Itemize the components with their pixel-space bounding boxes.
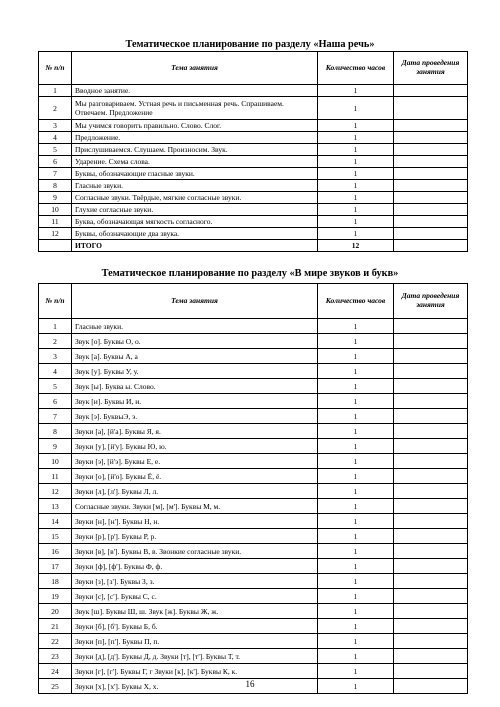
row-topic: Звуки [э], [й'э]. Буквы Е, е.	[72, 454, 318, 469]
row-number: 9	[39, 439, 72, 454]
row-hours: 1	[318, 379, 394, 394]
row-hours: 1	[318, 664, 394, 679]
row-date	[394, 604, 468, 619]
row-date	[394, 156, 468, 168]
row-number: 1	[39, 85, 72, 97]
row-topic: Звуки [с], [с']. Буквы С, с.	[72, 589, 318, 604]
row-topic: Буквы, обозначающие два звука.	[72, 228, 318, 240]
table-row	[39, 394, 468, 409]
row-hours: 1	[318, 574, 394, 589]
row-number: 4	[39, 364, 72, 379]
row-topic: Звуки [г], [г']. Буквы Г, г Звуки [к], [к']. Буквы К, к.	[72, 664, 318, 679]
row-date	[394, 574, 468, 589]
row-date	[394, 144, 468, 156]
row-topic: Мы разговариваем. Устная речь и письменная речь. Спрашиваем. Отвечаем. Предложение	[72, 97, 318, 120]
row-date	[394, 664, 468, 679]
row-hours: 1	[318, 649, 394, 664]
row-topic: Мы учимся говорить правильно. Слово. Слог.	[72, 120, 318, 132]
table-row	[39, 559, 468, 574]
row-hours: 1	[318, 439, 394, 454]
row-topic: Звук [ы]. Буква ы. Слово.	[72, 379, 318, 394]
row-topic: Согласные звуки. Звуки [м], [м']. Буквы М, м.	[72, 499, 318, 514]
row-number: 25	[39, 679, 72, 694]
row-hours: 1	[318, 132, 394, 144]
row-topic: Буква, обозначающая мягкость согласного.	[72, 216, 318, 228]
total-number	[39, 240, 72, 252]
row-topic: Звуки [о], [й'о]. Буквы Ё, ё.	[72, 469, 318, 484]
row-number: 19	[39, 589, 72, 604]
table-row	[39, 439, 468, 454]
row-topic: Предложение.	[72, 132, 318, 144]
table-row	[39, 97, 468, 120]
row-topic: Звуки [п], [п']. Буквы П, п.	[72, 634, 318, 649]
table-row	[39, 216, 468, 228]
table-row	[39, 409, 468, 424]
row-topic: Звуки [р], [р']. Буквы Р, р.	[72, 529, 318, 544]
row-topic: Буквы, обозначающие гласные звуки.	[72, 168, 318, 180]
table-row	[39, 634, 468, 649]
row-number: 16	[39, 544, 72, 559]
column-header-hours: Количество часов	[318, 52, 394, 85]
row-date	[394, 216, 468, 228]
row-hours: 1	[318, 216, 394, 228]
row-date	[394, 484, 468, 499]
column-header-date: Дата проведения занятия	[394, 284, 468, 319]
row-date	[394, 85, 468, 97]
row-topic: Ударение. Схема слова.	[72, 156, 318, 168]
row-number: 8	[39, 180, 72, 192]
row-date	[394, 514, 468, 529]
row-hours: 1	[318, 180, 394, 192]
table-row	[39, 364, 468, 379]
row-topic: Звук [а]. Буквы А, а	[72, 349, 318, 364]
table-body	[39, 319, 468, 694]
table-row	[39, 228, 468, 240]
row-number: 12	[39, 484, 72, 499]
row-hours: 1	[318, 409, 394, 424]
column-header-number: № п/п	[39, 284, 72, 319]
table-row	[39, 424, 468, 439]
row-topic: Звуки [в], [в']. Буквы В, в. Звонкие согласные звуки.	[72, 544, 318, 559]
row-hours: 1	[318, 204, 394, 216]
row-date	[394, 544, 468, 559]
total-label: ИТОГО	[72, 240, 318, 252]
row-number: 11	[39, 216, 72, 228]
table-row	[39, 529, 468, 544]
row-number: 8	[39, 424, 72, 439]
row-topic: Звук [о]. Буквы О, о.	[72, 334, 318, 349]
row-date	[394, 439, 468, 454]
row-date	[394, 469, 468, 484]
row-date	[394, 649, 468, 664]
row-hours: 1	[318, 319, 394, 334]
row-number: 22	[39, 634, 72, 649]
table-row	[39, 649, 468, 664]
table-row	[39, 156, 468, 168]
row-date	[394, 394, 468, 409]
row-hours: 1	[318, 228, 394, 240]
row-number: 14	[39, 514, 72, 529]
table-row	[39, 574, 468, 589]
row-hours: 1	[318, 97, 394, 120]
row-hours: 1	[318, 514, 394, 529]
row-topic: Звуки [а], [й'а]. Буквы Я, я.	[72, 424, 318, 439]
table-row	[39, 469, 468, 484]
row-date	[394, 120, 468, 132]
row-number: 7	[39, 409, 72, 424]
row-topic: Прислушиваемся. Слушаем. Произносим. Звук.	[72, 144, 318, 156]
row-hours: 1	[318, 589, 394, 604]
row-number: 11	[39, 469, 72, 484]
row-number: 18	[39, 574, 72, 589]
row-date	[394, 589, 468, 604]
section-title: Тематическое планирование по разделу «В мире звуков и букв»	[101, 268, 399, 279]
row-date	[394, 409, 468, 424]
row-number: 1	[39, 319, 72, 334]
column-header-topic: Тема занятия	[72, 52, 318, 85]
row-date	[394, 559, 468, 574]
row-number: 3	[39, 120, 72, 132]
row-number: 6	[39, 394, 72, 409]
row-date	[394, 379, 468, 394]
column-header-topic: Тема занятия	[72, 284, 318, 319]
planning-table-our-speech	[38, 51, 468, 252]
row-hours: 1	[318, 364, 394, 379]
row-topic: Звуки [у], [й'у]. Буквы Ю, ю.	[72, 439, 318, 454]
table-row	[39, 204, 468, 216]
table-row	[39, 544, 468, 559]
row-number: 5	[39, 144, 72, 156]
row-date	[394, 454, 468, 469]
table-row	[39, 319, 468, 334]
row-hours: 1	[318, 634, 394, 649]
row-hours: 1	[318, 192, 394, 204]
column-header-date: Дата проведения занятия	[394, 52, 468, 85]
section-title: Тематическое планирование по разделу «Наша речь»	[125, 39, 375, 50]
table-row	[39, 192, 468, 204]
row-hours: 1	[318, 334, 394, 349]
row-hours: 1	[318, 424, 394, 439]
row-hours: 1	[318, 120, 394, 132]
row-date	[394, 349, 468, 364]
row-hours: 1	[318, 499, 394, 514]
column-header-number: № п/п	[39, 52, 72, 85]
row-number: 21	[39, 619, 72, 634]
table-row	[39, 180, 468, 192]
row-topic: Гласные звуки.	[72, 180, 318, 192]
row-topic: Звуки [ф], [ф']. Буквы Ф, ф.	[72, 559, 318, 574]
row-number: 4	[39, 132, 72, 144]
table-row	[39, 334, 468, 349]
table-row	[39, 484, 468, 499]
row-hours: 1	[318, 619, 394, 634]
row-number: 13	[39, 499, 72, 514]
table-row	[39, 589, 468, 604]
total-date	[394, 240, 468, 252]
row-hours: 1	[318, 469, 394, 484]
row-topic: Звуки [д], [д']. Буквы Д, д. Звуки [т], [т']. Буквы Т, т.	[72, 649, 318, 664]
row-number: 17	[39, 559, 72, 574]
row-topic: Вводное занятие.	[72, 85, 318, 97]
row-number: 10	[39, 204, 72, 216]
row-topic: Звуки [б], [б']. Буквы Б, б.	[72, 619, 318, 634]
row-number: 2	[39, 334, 72, 349]
row-date	[394, 424, 468, 439]
row-date	[394, 192, 468, 204]
row-date	[394, 180, 468, 192]
table-row	[39, 144, 468, 156]
row-topic: Звуки [з], [з']. Буквы З, з.	[72, 574, 318, 589]
row-hours: 1	[318, 484, 394, 499]
row-hours: 1	[318, 454, 394, 469]
row-topic: Звук [э]. БуквыЭ, э.	[72, 409, 318, 424]
row-date	[394, 499, 468, 514]
table-row	[39, 349, 468, 364]
row-date	[394, 319, 468, 334]
row-number: 9	[39, 192, 72, 204]
row-number: 7	[39, 168, 72, 180]
row-hours: 1	[318, 168, 394, 180]
table-row	[39, 499, 468, 514]
table-row	[39, 454, 468, 469]
row-topic: Звук [у]. Буквы У, у.	[72, 364, 318, 379]
row-topic: Звуки [л], [л']. Буквы Л, л.	[72, 484, 318, 499]
table-row	[39, 619, 468, 634]
total-hours: 12	[318, 240, 394, 252]
table-body	[39, 85, 468, 252]
row-hours: 1	[318, 544, 394, 559]
row-date	[394, 529, 468, 544]
table-row	[39, 664, 468, 679]
table-row	[39, 132, 468, 144]
page-number: 16	[245, 679, 255, 689]
row-date	[394, 97, 468, 120]
table-row	[39, 514, 468, 529]
row-hours: 1	[318, 559, 394, 574]
row-date	[394, 204, 468, 216]
row-hours: 1	[318, 394, 394, 409]
total-row	[39, 240, 468, 252]
row-date	[394, 619, 468, 634]
row-date	[394, 364, 468, 379]
table-row	[39, 379, 468, 394]
row-topic: Звуки [х], [х']. Буквы Х, х.	[72, 679, 318, 694]
row-number: 24	[39, 664, 72, 679]
row-number: 10	[39, 454, 72, 469]
row-date	[394, 168, 468, 180]
row-hours: 1	[318, 529, 394, 544]
row-topic: Глухие согласные звуки.	[72, 204, 318, 216]
table-row	[39, 85, 468, 97]
table-row	[39, 120, 468, 132]
row-hours: 1	[318, 144, 394, 156]
row-hours: 1	[318, 156, 394, 168]
row-date	[394, 334, 468, 349]
row-number: 6	[39, 156, 72, 168]
planning-table-sounds-letters	[38, 283, 468, 694]
row-date	[394, 132, 468, 144]
row-number: 20	[39, 604, 72, 619]
row-hours: 1	[318, 85, 394, 97]
row-date	[394, 634, 468, 649]
column-header-hours: Количество часов	[318, 284, 394, 319]
row-number: 2	[39, 97, 72, 120]
table-row	[39, 604, 468, 619]
table-row	[39, 168, 468, 180]
row-topic: Звук [ш]. Буквы Ш, ш. Звук [ж]. Буквы Ж, ж.	[72, 604, 318, 619]
row-date	[394, 228, 468, 240]
row-number: 5	[39, 379, 72, 394]
row-topic: Звук [и]. Буквы И, и.	[72, 394, 318, 409]
row-number: 23	[39, 649, 72, 664]
row-topic: Согласные звуки. Твёрдые, мягкие согласные звуки.	[72, 192, 318, 204]
row-number: 3	[39, 349, 72, 364]
row-topic: Звуки [н], [н']. Буквы Н, н.	[72, 514, 318, 529]
row-number: 15	[39, 529, 72, 544]
row-hours: 1	[318, 604, 394, 619]
row-topic: Гласные звуки.	[72, 319, 318, 334]
row-hours: 1	[318, 349, 394, 364]
row-number: 12	[39, 228, 72, 240]
row-hours: 1	[318, 679, 394, 694]
